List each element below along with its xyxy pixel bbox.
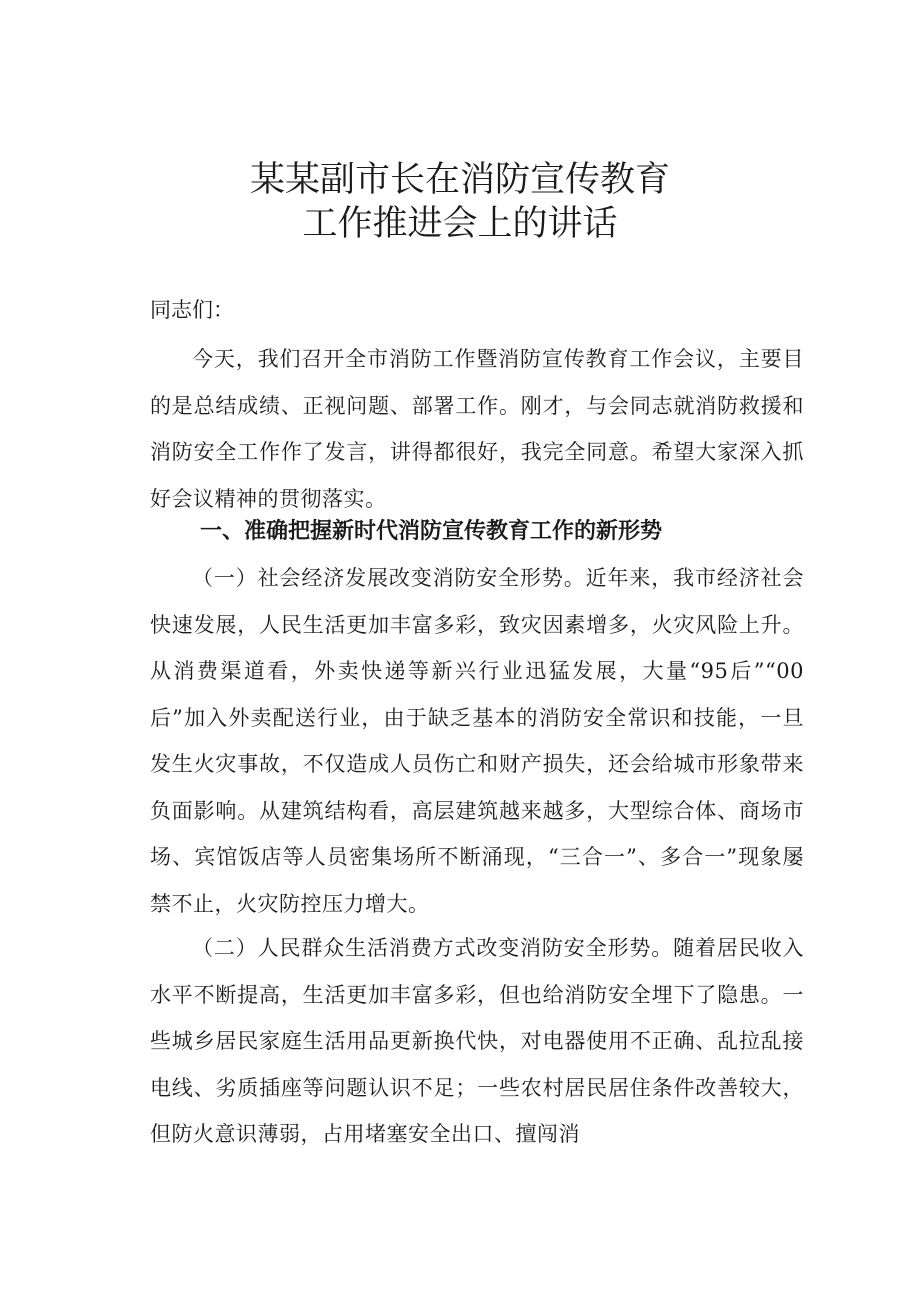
section-paragraph-2: （二）人民群众生活消费方式改变消防安全形势。随着居民收入水平不断提高，生活更加丰富多彩，但也给消防安全埋下了隐患。一些城乡居民家庭生活用品更新换代快，对电器使用不正确、乱拉乱接电线、劣质插座等问题认识不足；一些农村居民居住条件改善较大，但防火意识薄弱，占用堵塞安全出口、擅闯消 [150,936,804,1146]
section-heading-1: 一、准确把握新时代消防宣传教育工作的新形势 [200,519,663,544]
document-title-line-1: 某某副市长在消防宣传教育 [249,160,670,200]
document-title-line-2: 工作推进会上的讲话 [302,204,618,244]
opening-paragraph: 今天，我们召开全市消防工作暨消防宣传教育工作会议，主要目的是总结成绩、正视问题、部署工作。刚才，与会同志就消防救援和消防安全工作作了发言，讲得都很好，我完全同意。希望大家深入抓好会议精神的贯彻落实。 [150,347,804,511]
salutation: 同志们： [150,298,234,322]
section-paragraph-1: （一）社会经济发展改变消防安全形势。近年来，我市经济社会快速发展，人民生活更加丰富多彩，致灾因素增多，火灾风险上升。从消费渠道看，外卖快递等新兴行业迅猛发展，大量“95后”“00后”加入外卖配送行业，由于缺乏基本的消防安全常识和技能，一旦发生火灾事故，不仅造成人员伤亡和财产损失，还会给城市形象带来负面影响。从建筑结构看，高层建筑越来越多，大型综合体、商场市场、宾馆饭店等人员密集场所不断涌现，“三合一”、多合一”现象屡禁不止，火灾防控压力增大。 [150,566,804,916]
